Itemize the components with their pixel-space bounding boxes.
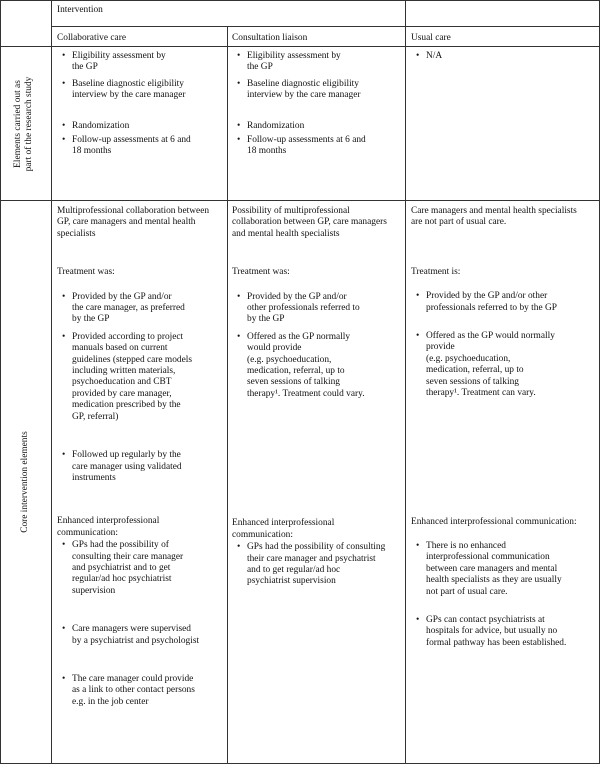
list-item: • Eligibility assessment by the GP [62, 51, 166, 73]
row-label-research-line: Elements carried out as [13, 80, 23, 168]
rule-under-headers [0, 46, 600, 47]
list-item: • Baseline diagnostic eligibility interview by the care manager [62, 78, 186, 101]
rule-under-research [0, 200, 600, 201]
list-item: • Care managers were supervised by a psychiatrist and psychologist [62, 624, 200, 646]
rule-consult-col [405, 0, 406, 764]
list-item: • The care manager could provide as a link to other contact persons e.g. in the job center [62, 673, 195, 707]
header-collaborative-care: Collaborative care [57, 33, 126, 43]
rule-left [0, 0, 1, 764]
list-item: • Eligibility assessment by the GP [237, 51, 341, 73]
core-intro: Possibility of multiprofessional collaboration between GP, care managers and mental health specialists [232, 206, 387, 239]
treatment-heading: Treatment is: [411, 266, 461, 277]
list-item: • Follow-up assessments at 6 and 18 months [237, 135, 366, 157]
list-item: • GPs can contact psychiatrists at hospitals for advice, but usually no formal pathway has been established. [416, 614, 567, 648]
list-item: • Randomization [62, 120, 130, 131]
core-intro: Multiprofessional collaboration between GP, care managers and mental health specialists [57, 206, 210, 239]
treatment-heading: Treatment was: [57, 267, 115, 278]
header-intervention: Intervention [57, 5, 103, 15]
comm-heading: Enhanced interprofessional communication: [411, 517, 577, 528]
research-consult-cell [232, 51, 402, 158]
comm-heading: Enhanced interprofessional communication: [57, 516, 160, 538]
research-collab-cell [57, 51, 225, 158]
row-label-research-line: part of the research study [24, 76, 35, 172]
list-item: • Baseline diagnostic eligibility interview by the care manager [237, 78, 361, 101]
header-usual-care: Usual care [411, 33, 451, 43]
rule-under-intervention [51, 26, 600, 27]
list-item: • Provided according to project manuals based on current guidelines (stepped care models including written materials, psychoeducation and CBT provided by care manager, medication prescribed by the GP, referral) [62, 331, 193, 422]
comm-heading: Enhanced interprofessional communication: [232, 518, 335, 540]
row-label-research [13, 47, 37, 201]
list-item: • GPs had the possibility of consulting their care manager and psychiatrist and to get regular/ad hoc psychiatrist supervision [62, 540, 184, 596]
list-item: • Offered as the GP normally would provide (e.g. psychoeducation, medication, referral, up to seven sessions of talking therapy¹. Treatment could vary. [237, 331, 365, 399]
list-item: • Provided by the GP and/or the care manager, as preferred by the GP [62, 291, 185, 325]
list-item: • Follow-up assessments at 6 and 18 months [62, 135, 191, 157]
list-item: • Provided by the GP and/or other professionals referred to by the GP [416, 291, 557, 313]
rule-top [0, 0, 600, 1]
header-consultation-liaison: Consultation liaison [232, 33, 308, 43]
rule-label-col [51, 0, 52, 764]
list-item: • There is no enhanced interprofessional communication between care managers and mental health specialists as they are usually not part of usual care. [416, 540, 562, 597]
core-usual-cell [411, 206, 597, 649]
research-usual-cell [411, 51, 597, 62]
row-label-core: Core intervention elements [20, 431, 30, 533]
list-item: • GPs had the possibility of consulting their care manager and psychatrist and to get regular/ad hoc psychiatrist supervision [237, 542, 386, 587]
list-item: • N/A [416, 51, 443, 61]
treatment-heading: Treatment was: [232, 267, 290, 278]
list-item: • Offered as the GP would normally provide (e.g. psychoeducation, medication, referral, up to seven sessions of talking therapy¹. Treatment can vary. [416, 331, 555, 399]
rule-collab-col [227, 26, 228, 764]
core-collab-cell [57, 206, 225, 708]
core-consult-cell [232, 206, 402, 588]
list-item: • Provided by the GP and/or other professionals referred to by the GP [237, 291, 360, 325]
list-item: • Randomization [237, 120, 305, 131]
list-item: • Followed up regularly by the care manager using validated instruments [62, 450, 182, 483]
core-intro: Care managers and mental health specialists are not part of usual care. [411, 206, 577, 228]
